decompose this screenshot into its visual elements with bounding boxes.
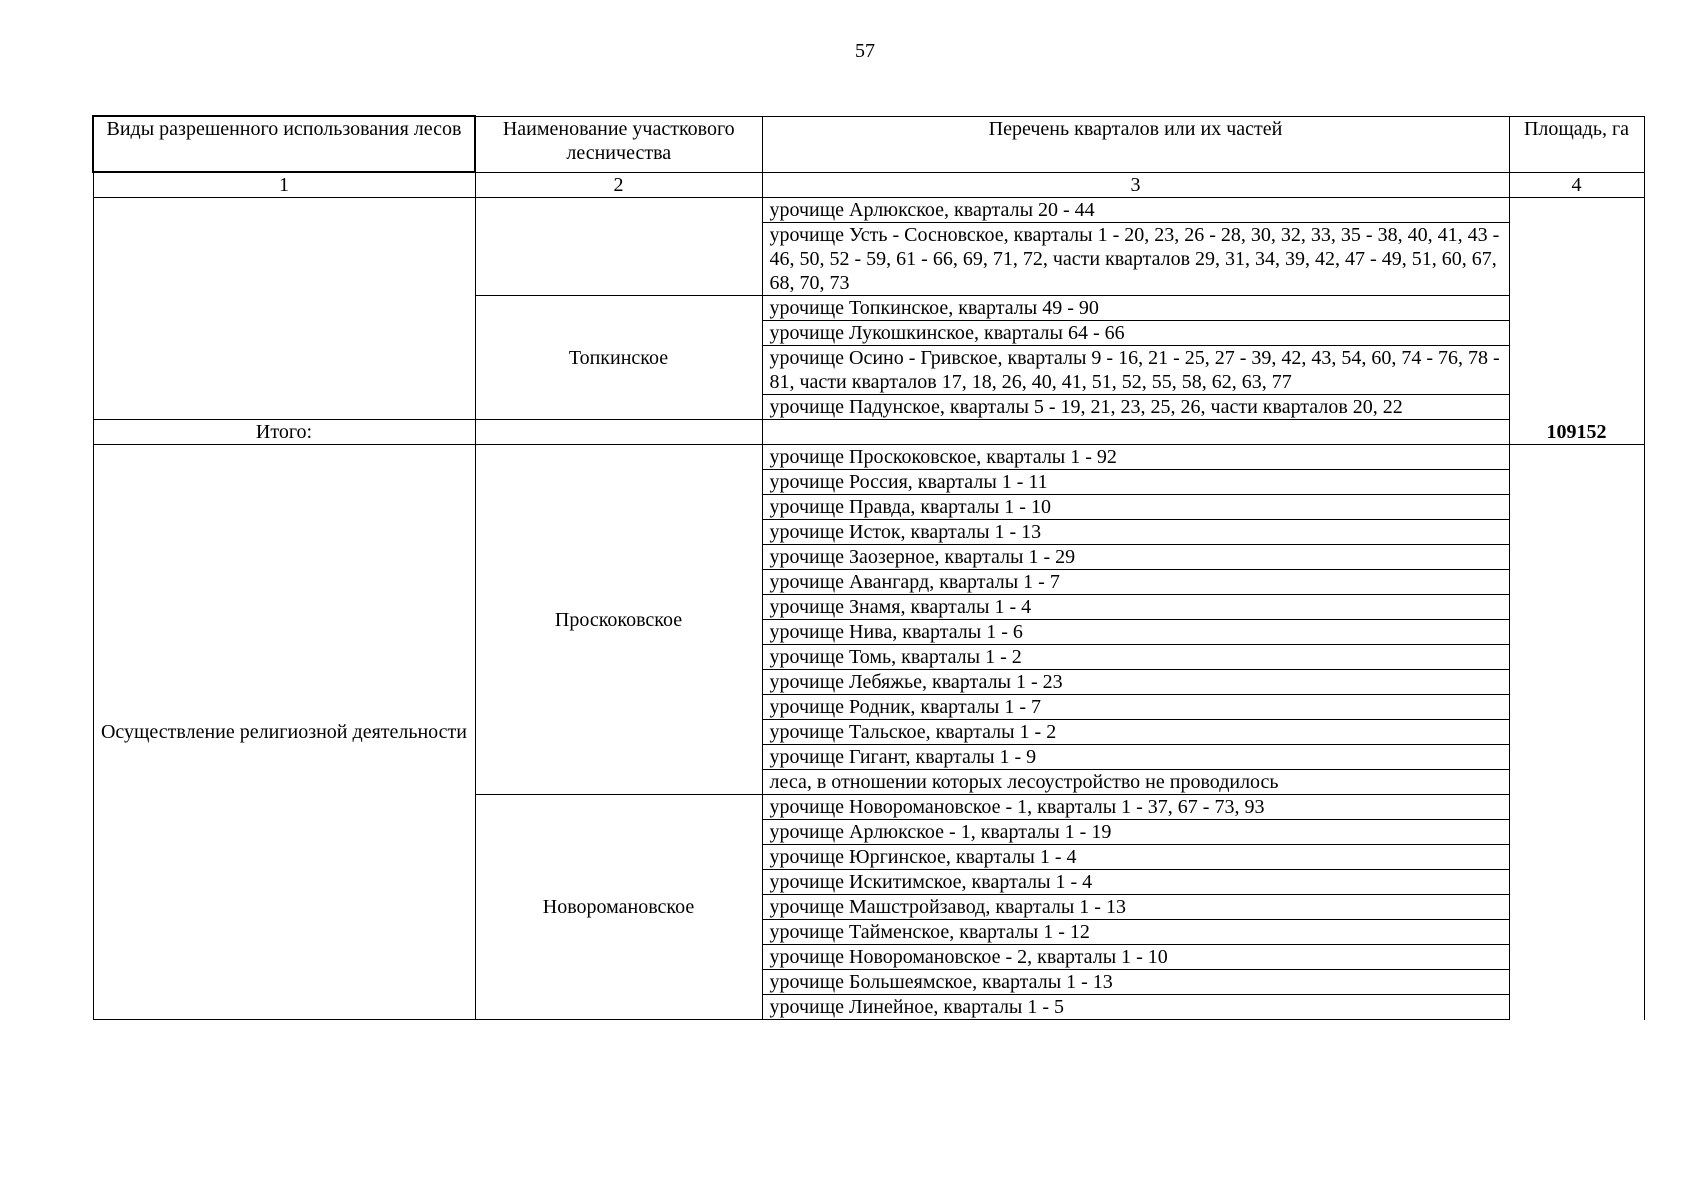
quarter-list-item: урочище Лукошкинское, кварталы 64 - 66: [762, 321, 1509, 346]
quarter-list-item: урочище Томь, кварталы 1 - 2: [762, 645, 1509, 670]
quarter-list-item: урочище Новоромановское - 2, кварталы 1 - 10: [762, 945, 1509, 970]
quarter-list-item: урочище Большеямское, кварталы 1 - 13: [762, 970, 1509, 995]
header-row: [93, 116, 1644, 172]
quarter-list-item: урочище Тальское, кварталы 1 - 2: [762, 720, 1509, 745]
quarter-list-item: урочище Усть - Сосновское, кварталы 1 - 20, 23, 26 - 28, 30, 32, 33, 35 - 38, 40, 41, 43 - 46, 50, 52 - 59, 61 - 66, 69, 71, 72, части кварталов 29, 31, 34, 39, 42, 47 - 49, 51, 60, 67, 68, 70, 73: [762, 223, 1509, 296]
table-row: [93, 445, 1644, 470]
quarter-list-item: урочище Знамя, кварталы 1 - 4: [762, 595, 1509, 620]
quarter-list-item: урочище Топкинское, кварталы 49 - 90: [762, 296, 1509, 321]
quarter-list-item: урочище Авангард, кварталы 1 - 7: [762, 570, 1509, 595]
quarter-list-item: урочище Тайменское, кварталы 1 - 12: [762, 920, 1509, 945]
quarter-list-item: урочище Падунское, кварталы 5 - 19, 21, 23, 25, 26, части кварталов 20, 22: [762, 395, 1509, 420]
quarter-list-item: урочище Лебяжье, кварталы 1 - 23: [762, 670, 1509, 695]
forestry-name-cell: Проскоковское: [475, 445, 762, 795]
quarter-list-item: урочище Родник, кварталы 1 - 7: [762, 695, 1509, 720]
quarter-list-item: урочище Новоромановское - 1, кварталы 1 - 37, 67 - 73, 93: [762, 795, 1509, 820]
quarter-list-item: леса, в отношении которых лесоустройство не проводилось: [762, 770, 1509, 795]
forest-use-table: [92, 115, 1645, 1020]
use-type-cell: Осуществление религиозной деятельности: [93, 445, 475, 1020]
total-empty-cell: [762, 420, 1509, 445]
quarter-list-item: урочище Искитимское, кварталы 1 - 4: [762, 870, 1509, 895]
header-forestry: Наименование участкового лесничества: [475, 116, 762, 172]
table-row: [93, 198, 1644, 223]
column-number: 4: [1509, 172, 1644, 198]
header-use-type: Виды разрешенного использования лесов: [93, 116, 475, 172]
quarter-list-item: урочище Осино - Гривское, кварталы 9 - 16, 21 - 25, 27 - 39, 42, 43, 54, 60, 74 - 76, 78 - 81, части кварталов 17, 18, 26, 40, 41, 51, 52, 55, 58, 62, 63, 77: [762, 346, 1509, 395]
quarter-list-item: урочище Исток, кварталы 1 - 13: [762, 520, 1509, 545]
quarter-list-item: урочище Машстройзавод, кварталы 1 - 13: [762, 895, 1509, 920]
header-area: Площадь, га: [1509, 116, 1644, 172]
quarter-list-item: урочище Россия, кварталы 1 - 11: [762, 470, 1509, 495]
quarter-list-item: урочище Правда, кварталы 1 - 10: [762, 495, 1509, 520]
total-label: Итого:: [93, 420, 475, 445]
total-empty-cell: [475, 420, 762, 445]
column-number: 2: [475, 172, 762, 198]
quarter-list-item: урочище Линейное, кварталы 1 - 5: [762, 995, 1509, 1020]
area-total-cell: 109152: [1509, 198, 1644, 445]
column-number-row: [93, 172, 1644, 198]
quarter-list-item: урочище Заозерное, кварталы 1 - 29: [762, 545, 1509, 570]
page-number: 57: [855, 40, 875, 62]
quarter-list-item: урочище Нива, кварталы 1 - 6: [762, 620, 1509, 645]
quarter-list-item: урочище Гигант, кварталы 1 - 9: [762, 745, 1509, 770]
total-row: [93, 420, 1644, 445]
quarter-list-item: урочище Проскоковское, кварталы 1 - 92: [762, 445, 1509, 470]
column-number: 1: [93, 172, 475, 198]
forestry-name-cell: Новоромановское: [475, 795, 762, 1020]
quarter-list-item: урочище Юргинское, кварталы 1 - 4: [762, 845, 1509, 870]
header-quarters: Перечень кварталов или их частей: [762, 116, 1509, 172]
area-empty-cell: [1509, 445, 1644, 1020]
quarter-list-item: урочище Арлюкское - 1, кварталы 1 - 19: [762, 820, 1509, 845]
column-number: 3: [762, 172, 1509, 198]
use-type-cell-empty: [93, 198, 475, 420]
quarter-list-item: урочище Арлюкское, кварталы 20 - 44: [762, 198, 1509, 223]
forestry-name-cell: Топкинское: [475, 296, 762, 420]
forestry-name-cell: [475, 198, 762, 296]
